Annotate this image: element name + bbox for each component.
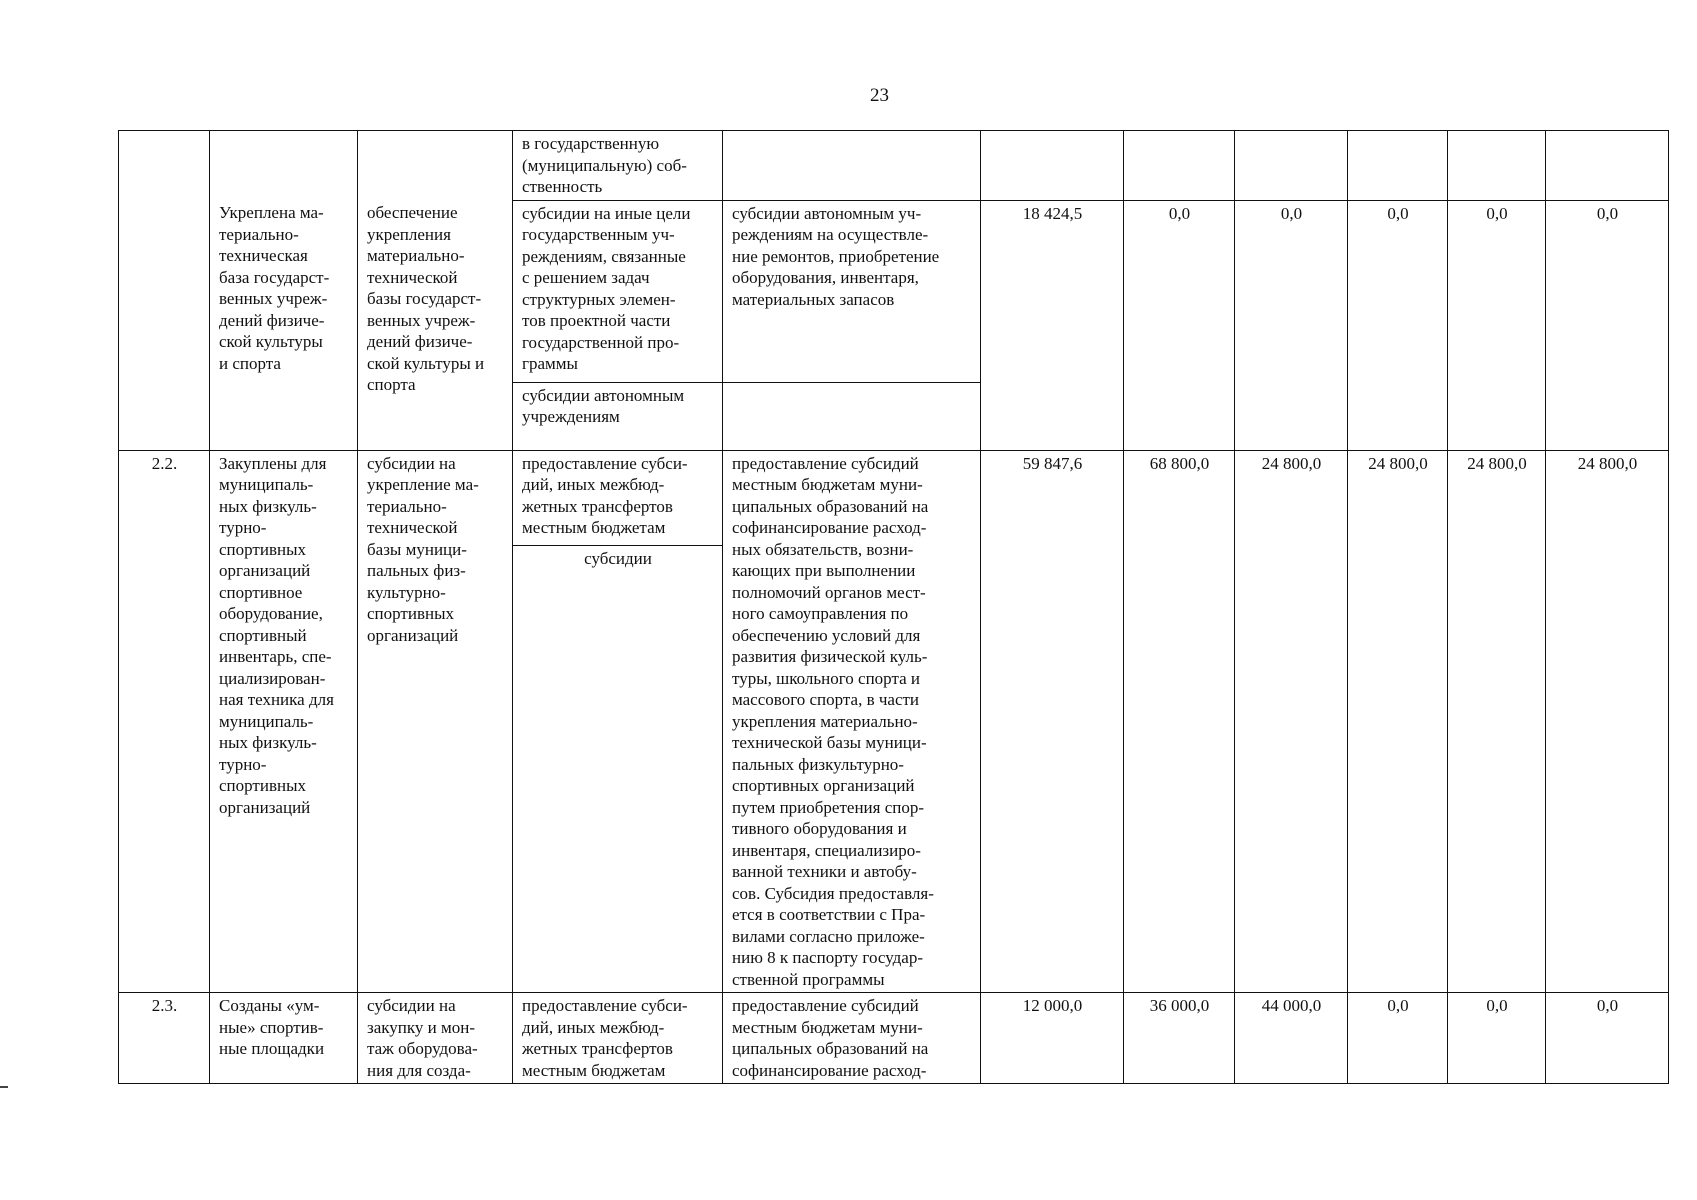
value-cell: 0,0 <box>1448 993 1546 1084</box>
value-cell <box>1448 131 1546 201</box>
direction-text: предоставление субси- дий, иных межбюд- жетных трансфертов местным бюджетам <box>522 996 688 1080</box>
description-text: предоставление субсидий местным бюджетам муни- ципальных образований на софинансирование расход- ных обязательств, возни- кающих при выполнении полномочий органов мест- ного самоуправления по обеспечению условий для развития физической куль- туры, школьного спорта и массового спорта, в части укрепления материально- технической базы муници- пальных физкультурно- спортивных организаций путем приобретения спор- тивного оборудования и инвентаря, специализиро- ванной техники и автобу- сов. Субсидия предоставля- ется в соответствии с Пра- вилами согласно приложе- нию 8 к паспорту государ- ственной программы <box>732 453 934 989</box>
direction-cell <box>513 450 723 545</box>
value-cell: 24 800,0 <box>1546 450 1669 993</box>
value-cell: 0,0 <box>1124 200 1235 450</box>
value-cell: 68 800,0 <box>1124 450 1235 993</box>
page-number: 23 <box>870 85 889 106</box>
value-cell: 18 424,5 <box>981 200 1124 450</box>
description-text: субсидии автономным уч- реждениям на осуществле- ние ремонтов, приобретение оборудования, инвентаря, материальных запасов <box>732 203 940 309</box>
result-cell <box>210 131 358 201</box>
measure-cell <box>358 993 513 1084</box>
description-cell <box>723 450 981 993</box>
description-text: предоставление субсидий местным бюджетам муни- ципальных образований на софинансирование расход- <box>732 996 929 1080</box>
value-cell: 0,0 <box>1448 200 1546 450</box>
result-cell <box>210 993 358 1084</box>
value-cell <box>1546 131 1669 201</box>
value-cell: 36 000,0 <box>1124 993 1235 1084</box>
direction-text: предоставление субси- дий, иных межбюд- жетных трансфертов местным бюджетам <box>522 453 688 537</box>
direction-text: в государственную (муниципальную) соб- ственность <box>522 134 687 196</box>
value-cell <box>1348 131 1448 201</box>
result-cell <box>210 450 358 993</box>
description-cell <box>723 131 981 201</box>
measure-cell <box>358 200 513 450</box>
result-text: Созданы «ум- ные» спортив- ные площадки <box>219 996 325 1058</box>
value-cell: 24 800,0 <box>1348 450 1448 993</box>
value-cell: 24 800,0 <box>1448 450 1546 993</box>
result-text: Укреплена ма- териально- техническая база государст- венных учреж- дений физиче- ской культуры и спорта <box>219 203 330 373</box>
measure-text: субсидии на укрепление ма- териально- технической базы муници- пальных физ- культурно- спортивных организаций <box>367 453 479 645</box>
value-cell: 0,0 <box>1348 993 1448 1084</box>
row-number: 2.3. <box>119 993 210 1084</box>
result-text: Закуплены для муниципаль- ных физкуль- турно- спортивных организаций спортивное оборудование, спортивный инвентарь, спе- циализирован- ная техника для муниципаль- ных физкуль- турно- спортивных организаций <box>219 453 334 817</box>
program-table <box>118 130 1669 1084</box>
value-cell <box>981 131 1124 201</box>
direction-cell <box>513 382 723 450</box>
scan-mark <box>0 1086 8 1088</box>
row-number: 2.2. <box>119 450 210 993</box>
measure-cell <box>358 450 513 993</box>
direction-text: субсидии автономным учреждениям <box>522 385 685 426</box>
table-row <box>119 993 1669 1084</box>
value-cell: 59 847,6 <box>981 450 1124 993</box>
measure-text: субсидии на закупку и мон- таж оборудова- ния для созда- <box>367 996 478 1080</box>
direction-cell <box>513 545 723 992</box>
result-cell <box>210 200 358 450</box>
value-cell: 0,0 <box>1348 200 1448 450</box>
value-cell <box>1124 131 1235 201</box>
measure-text: обеспечение укрепления материально- технической базы государст- венных учреж- дений физиче- ской культуры и спорта <box>367 203 485 394</box>
num-cell <box>119 131 210 451</box>
table-row <box>119 450 1669 545</box>
description-cell <box>723 200 981 382</box>
direction-text: субсидии <box>584 548 652 568</box>
value-cell: 24 800,0 <box>1235 450 1348 993</box>
measure-cell <box>358 131 513 201</box>
table-row <box>119 131 1669 201</box>
direction-cell <box>513 200 723 382</box>
description-cell <box>723 993 981 1084</box>
value-cell: 12 000,0 <box>981 993 1124 1084</box>
value-cell <box>1235 131 1348 201</box>
direction-cell <box>513 993 723 1084</box>
description-cell <box>723 382 981 450</box>
direction-cell <box>513 131 723 201</box>
value-cell: 0,0 <box>1546 200 1669 450</box>
value-cell: 44 000,0 <box>1235 993 1348 1084</box>
direction-text: субсидии на иные цели государственным уч- реждениям, связанные с решением задач структурных элемен- тов проектной части государственной про- граммы <box>522 203 691 373</box>
table-row <box>119 200 1669 382</box>
value-cell: 0,0 <box>1235 200 1348 450</box>
value-cell: 0,0 <box>1546 993 1669 1084</box>
